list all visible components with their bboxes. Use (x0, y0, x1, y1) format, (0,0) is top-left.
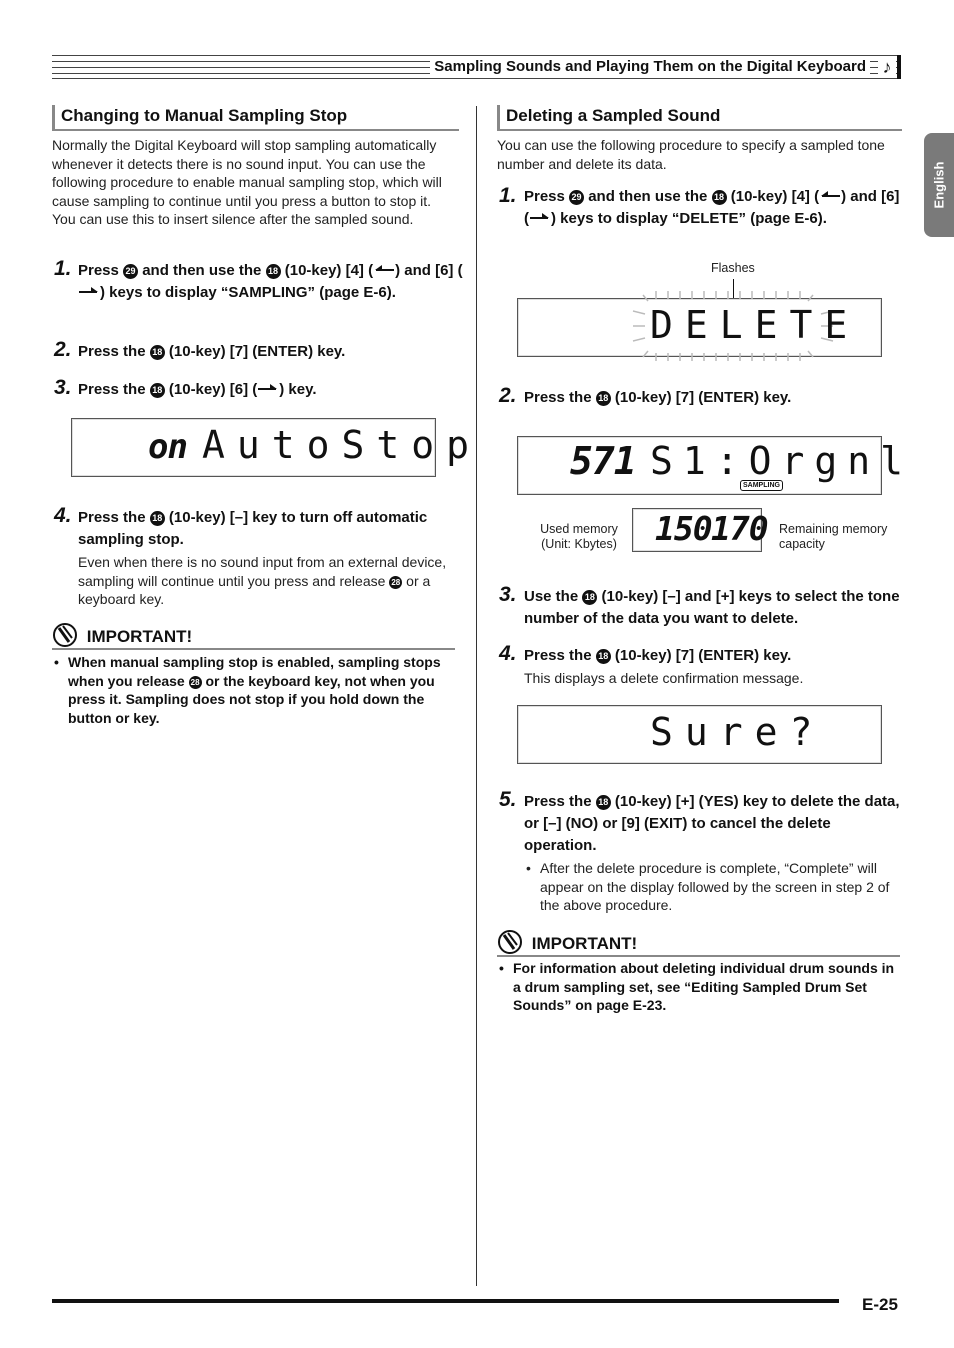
step-number: 2. (499, 384, 517, 407)
button-28-badge: 28 (389, 576, 402, 589)
column-divider (476, 106, 477, 1286)
step4-note: This displays a delete confirmation message. (524, 670, 804, 686)
button-18-badge: 18 (712, 190, 727, 205)
music-note-icon: ♪ (878, 56, 896, 78)
button-29-badge: 29 (569, 190, 584, 205)
step5-note: • After the delete procedure is complete, “Complete” will appear on the display followed by the screen in step 2 of the above procedure. (526, 860, 890, 914)
step-number: 1. (499, 184, 517, 207)
step-number: 3. (54, 376, 72, 399)
manual-stop-intro: Normally the Digital Keyboard will stop sampling automatically whenever it detects there is no sound input. You can use the following procedure to enable manual sampling stop, which will cause sampling to continue until you press a button to stop it. You can use this to insert silence after the sampled sound. (52, 137, 442, 228)
lcd-text-autostop: AutoStop (202, 423, 482, 467)
section-heading-delete: Deleting a Sampled Sound (497, 105, 902, 131)
sampling-indicator: SAMPLING (740, 480, 783, 491)
step-text: Use the 18 (10-key) [–] and [+] keys to select the tone number of the data you want to delete. (524, 588, 900, 627)
step-number: 4. (54, 504, 72, 527)
lcd-segment-on: on (148, 427, 187, 467)
language-tab[interactable] (924, 133, 954, 237)
lcd-display-tone (517, 436, 914, 495)
lcd-display-sure (517, 705, 882, 764)
left-arrow-icon (373, 263, 395, 273)
lcd-text-delete: DELETE (650, 303, 860, 347)
section-heading-manual-stop: Changing to Manual Sampling Stop (52, 105, 459, 131)
button-18-badge: 18 (582, 590, 597, 605)
important-icon (497, 929, 523, 955)
right-arrow-icon (78, 285, 100, 295)
step-text: Press the 18 (10-key) [6] ( ) key. (78, 381, 317, 398)
step-number: 4. (499, 642, 517, 665)
important-heading (497, 929, 900, 957)
step-number: 2. (54, 338, 72, 361)
button-29-badge: 29 (123, 264, 138, 279)
remaining-memory-value: 170 (711, 509, 768, 548)
running-header-title: Sampling Sounds and Playing Them on the Digital Keyboard (430, 58, 870, 75)
button-18-badge: 18 (150, 383, 165, 398)
step4-note: Even when there is no sound input from an external device, sampling will continue until you press and release 28 or a keyboard key. (78, 554, 447, 608)
important-note: • When manual sampling stop is enabled, sampling stops when you release 28 or the keyboard key, not when you press it. Sampling does not stop if you hold down the button or key. (54, 654, 441, 726)
memory-display (632, 508, 768, 552)
step-text: Press 29 and then use the 18 (10-key) [4] ( ) and [6] ( ) keys to display “DELETE” (page E-6). (524, 188, 900, 227)
delete-intro: You can use the following procedure to specify a sampled tone number and delete its data. (497, 137, 885, 172)
button-18-badge: 18 (150, 511, 165, 526)
important-label: IMPORTANT! (86, 627, 193, 646)
important-icon (52, 622, 78, 648)
step-text: Press the 18 (10-key) [7] (ENTER) key. (524, 647, 792, 664)
left-arrow-icon (819, 189, 841, 199)
right-arrow-icon (257, 382, 279, 392)
important-note: • For information about deleting individual drum sounds in a drum sampling set, see “Editing Sampled Drum Set Sounds” on page E-23. (499, 960, 895, 1014)
step-number: 1. (54, 257, 72, 280)
step-text: Press the 18 (10-key) [–] key to turn off automatic sampling stop. (78, 509, 428, 548)
step-text: Press 29 and then use the 18 (10-key) [4] ( ) and [6] () keys to display “SAMPLING” (page E-6). (78, 262, 463, 301)
button-18-badge: 18 (266, 264, 281, 279)
header-end-bar (897, 55, 901, 79)
used-memory-label: Used memory (Unit: Kbytes) (540, 522, 618, 551)
step-text: Press the 18 (10-key) [7] (ENTER) key. (524, 389, 792, 406)
step-number: 3. (499, 583, 517, 606)
used-memory-value: 150 (655, 509, 712, 548)
lcd-display-delete (517, 298, 882, 357)
language-tab-label: English (931, 161, 947, 209)
step-text: Press the 18 (10-key) [+] (YES) key to delete the data, or [–] (NO) or [9] (EXIT) to cancel the delete operation. (524, 793, 900, 854)
lcd-text-tone-name: S1:Orgnl (650, 439, 914, 483)
important-heading (52, 622, 455, 650)
button-28-badge: 28 (189, 676, 202, 689)
button-18-badge: 18 (596, 391, 611, 406)
right-arrow-icon (529, 211, 551, 221)
lcd-display-autostop (71, 418, 482, 477)
flashes-label: Flashes (711, 261, 755, 275)
page-number: E-25 (862, 1295, 898, 1314)
remaining-memory-label: Remaining memory capacity (779, 522, 888, 551)
lcd-text-sure: Sure? (650, 710, 825, 754)
lcd-segment-tone-number: 571 (570, 439, 636, 483)
important-label: IMPORTANT! (531, 934, 638, 953)
step-text: Press the 18 (10-key) [7] (ENTER) key. (78, 343, 346, 360)
button-18-badge: 18 (596, 649, 611, 664)
button-18-badge: 18 (150, 345, 165, 360)
footer-rule (52, 1299, 839, 1303)
step-number: 5. (499, 788, 517, 811)
button-18-badge: 18 (596, 795, 611, 810)
